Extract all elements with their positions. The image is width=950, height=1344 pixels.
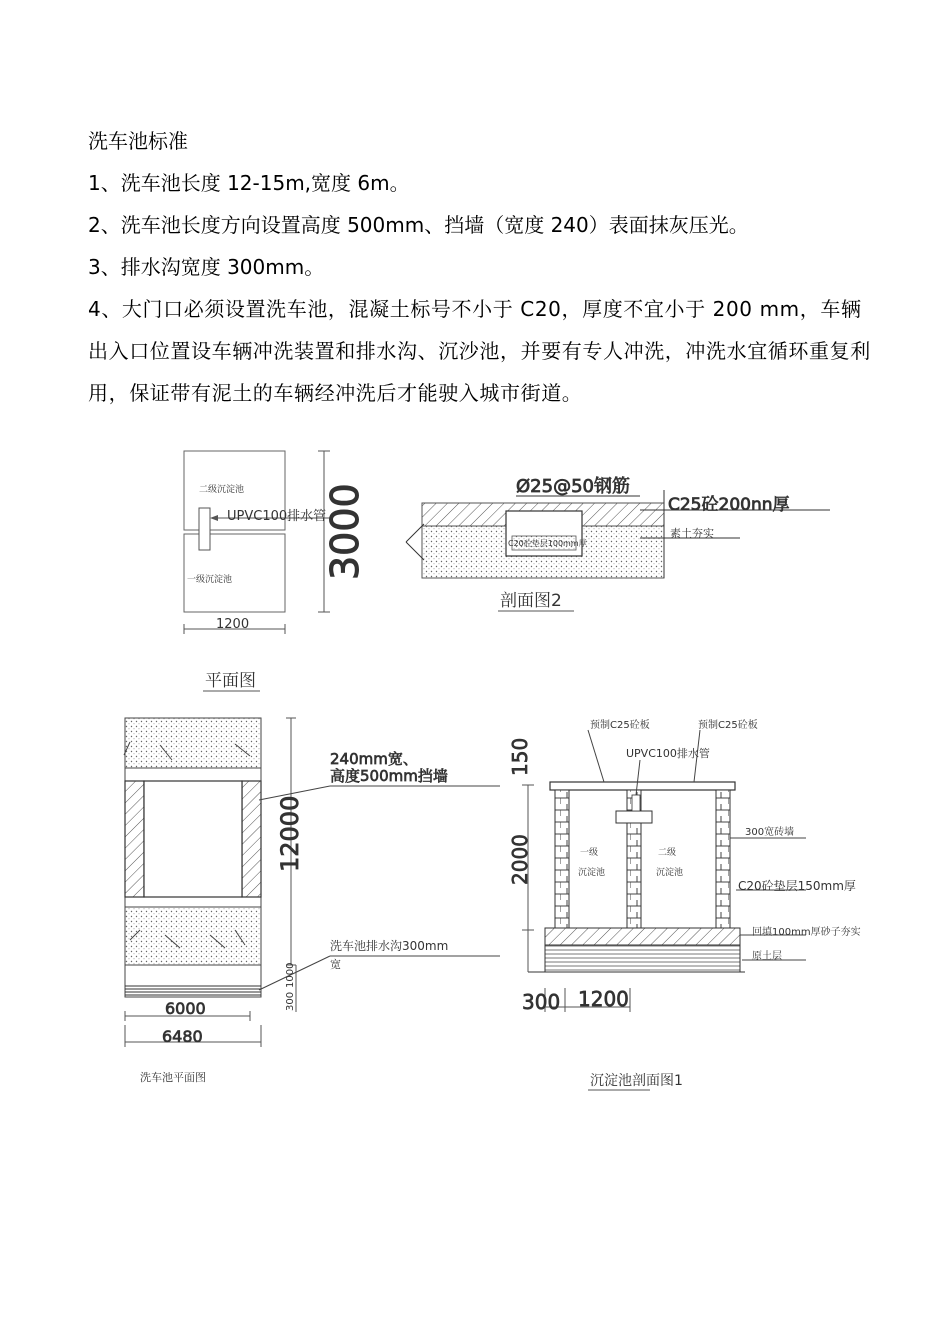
section1-tank1-line2: 沉淀池 xyxy=(578,868,606,878)
doc-item-3: 3、排水沟宽度 300mm。 xyxy=(88,255,325,279)
washplan-caption: 洗车池平面图 xyxy=(140,1071,206,1084)
washplan-dim-6000: 6000 xyxy=(165,999,206,1018)
washplan-length-dim: 12000 xyxy=(276,795,304,872)
section1-dim-300: 300 xyxy=(522,990,561,1014)
section1-sand: 回填100mm厚砂子夯实 xyxy=(752,927,861,938)
section1-dim-1200: 1200 xyxy=(578,987,629,1011)
plan-tank2-label: 二级沉淀池 xyxy=(199,485,245,495)
section1-dim-150: 150 xyxy=(508,737,532,776)
washplan-drain-note-2: 宽 xyxy=(330,958,341,971)
plan-pipe-label: UPVC100排水管 xyxy=(227,509,327,524)
washplan-dim-6480: 6480 xyxy=(162,1027,203,1046)
section2-rebar: Ø25@50钢筋 xyxy=(516,476,630,497)
section2-concrete: C25砼200nn厚 xyxy=(668,495,790,515)
plan-width-dim: 1200 xyxy=(216,617,250,632)
section1-dim-2000: 2000 xyxy=(508,834,532,885)
doc-item-1: 1、洗车池长度 12-15m,宽度 6m。 xyxy=(88,171,410,195)
doc-title: 洗车池标准 xyxy=(88,129,188,153)
washplan-drawing xyxy=(124,718,500,1084)
plan-caption: 平面图 xyxy=(205,671,256,691)
section1-drawing xyxy=(508,718,861,1090)
washplan-wall-note-2: 高度500mm挡墙 xyxy=(330,767,448,785)
washplan-dim-300: 300 xyxy=(285,991,296,1011)
section1-wall: 300宽砖墙 xyxy=(745,827,795,838)
washplan-dim-1000: 1000 xyxy=(285,962,296,988)
section1-cushion: C20砼垫层150mm厚 xyxy=(738,879,856,893)
section1-tank1-line1: 一级 xyxy=(580,848,599,858)
section1-tank2-line2: 沉淀池 xyxy=(656,868,684,878)
section2-caption: 剖面图2 xyxy=(500,591,562,611)
doc-item-2: 2、洗车池长度方向设置高度 500mm、挡墙（宽度 240）表面抹灰压光。 xyxy=(88,213,749,237)
washplan-drain-note-1: 洗车池排水沟300mm xyxy=(330,939,449,953)
section1-caption: 沉淀池剖面图1 xyxy=(590,1073,683,1089)
plan-drawing xyxy=(184,451,367,691)
section2-soil: 素土夯实 xyxy=(670,527,714,540)
section1-pipe: UPVC100排水管 xyxy=(626,747,710,760)
section1-soil: 原土层 xyxy=(752,951,782,962)
section2-drawing xyxy=(406,476,830,611)
section1-cover-right: 预制C25砼板 xyxy=(698,720,758,731)
section2-inner: C20砼垫层100mm厚 xyxy=(508,539,587,548)
washplan-wall-note-1: 240mm宽、 xyxy=(330,750,418,768)
plan-tank1-label: 一级沉淀池 xyxy=(187,575,233,585)
section1-cover-left: 预制C25砼板 xyxy=(590,720,650,731)
section1-tank2-line1: 二级 xyxy=(658,848,677,858)
plan-height-dim: 3000 xyxy=(323,483,367,580)
doc-item-4: 4、大门口必须设置洗车池，混凝土标号不小于 C20，厚度不宜小于 200 mm，车辆出入口位置设车辆冲洗装置和排水沟、沉沙池，并要有专人冲洗，冲洗水宜循环重复利用，保证带有泥土的车辆经冲洗后才能驶入城市街道。 xyxy=(88,297,871,405)
